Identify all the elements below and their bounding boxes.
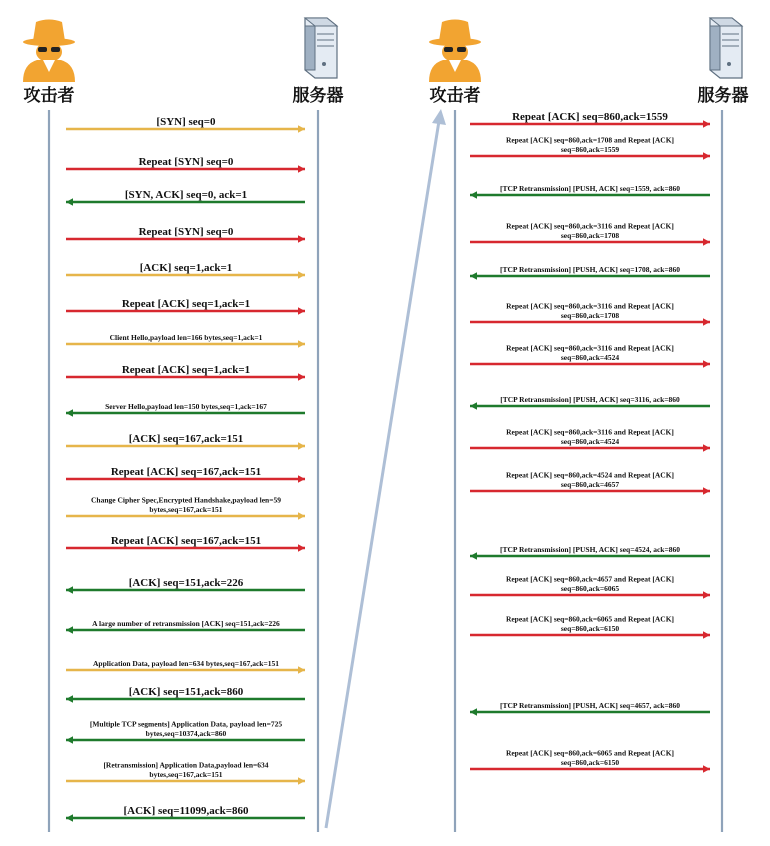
arrow-head	[298, 307, 305, 315]
left-server-actor	[293, 18, 344, 106]
message	[66, 577, 305, 594]
message-label: seq=860,ack=1708	[560, 311, 620, 320]
message	[470, 111, 710, 128]
message-label: Repeat [ACK] seq=860,ack=3116 and Repeat [ACK]	[506, 427, 674, 437]
message-label: [TCP Retransmission] [PUSH, ACK] seq=4524, ack=860	[499, 545, 681, 554]
arrow-head	[298, 666, 305, 674]
message	[66, 364, 305, 381]
message	[66, 402, 305, 417]
arrow-head	[703, 765, 710, 773]
arrow-head	[66, 736, 73, 744]
message	[470, 184, 710, 199]
message-label: Repeat [ACK] seq=860,ack=3116 and Repeat [ACK]	[506, 221, 674, 231]
message-label: [ACK] seq=167,ack=151	[128, 433, 244, 445]
message-label: [TCP Retransmission] [PUSH, ACK] seq=1559, ack=860	[499, 184, 681, 193]
message	[470, 615, 710, 639]
message-label: bytes,seq=167,ack=151	[149, 770, 223, 779]
attacker-label: 攻击者	[23, 86, 75, 106]
message-label: seq=860,ack=4524	[560, 437, 620, 446]
continuation-connector	[326, 109, 446, 828]
message-label: Repeat [ACK] seq=860,ack=4524 and Repeat [ACK]	[505, 470, 675, 480]
server-label: 服务器	[292, 86, 344, 106]
message	[470, 302, 710, 326]
message	[470, 471, 710, 495]
message-label: [ACK] seq=151,ack=226	[128, 577, 244, 589]
message-label: Application Data, payload len=634 bytes,seq=167,ack=151	[93, 659, 279, 668]
arrow-head	[470, 708, 477, 716]
arrow-head	[298, 512, 305, 520]
message-label: Repeat [ACK] seq=860,ack=6065 and Repeat [ACK]	[505, 748, 675, 758]
arrow-head	[298, 125, 305, 133]
arrow-head	[703, 318, 710, 326]
message-label: [TCP Retransmission] [PUSH, ACK] seq=4657, ack=860	[499, 701, 681, 710]
message-label: bytes,seq=10374,ack=860	[145, 729, 227, 738]
server-label: 服务器	[697, 86, 749, 106]
message	[470, 265, 710, 280]
left-message-list	[66, 116, 305, 822]
message	[66, 686, 305, 703]
arrow-head	[66, 814, 73, 822]
arrow-head	[66, 586, 73, 594]
message-label: Repeat [ACK] seq=860,ack=3116 and Repeat [ACK]	[506, 343, 674, 353]
message-label: [TCP Retransmission] [PUSH, ACK] seq=3116, ack=860	[500, 395, 680, 404]
message-label: [ACK] seq=11099,ack=860	[123, 805, 249, 817]
message-label: [ACK] seq=1,ack=1	[139, 262, 233, 274]
message-label: bytes,seq=167,ack=151	[149, 505, 223, 514]
message-label: Change Cipher Spec,Encrypted Handshake,payload len=59	[90, 495, 282, 505]
message-label: seq=860,ack=4524	[560, 353, 620, 362]
arrow-head	[298, 442, 305, 450]
message-label: [Retransmission] Application Data,payload len=634	[103, 760, 269, 770]
message-label: seq=860,ack=4657	[560, 480, 620, 489]
message	[66, 535, 305, 552]
arrow-head	[703, 444, 710, 452]
arrow-head	[703, 360, 710, 368]
arrow-head	[703, 487, 710, 495]
server-icon	[305, 18, 337, 78]
message-label: [SYN, ACK] seq=0, ack=1	[124, 189, 248, 201]
message	[470, 395, 710, 410]
left-attacker-actor	[23, 20, 75, 107]
arrow-head	[703, 631, 710, 639]
arrow-head	[298, 340, 305, 348]
arrow-head	[703, 152, 710, 160]
message-label: Repeat [ACK] seq=860,ack=4657 and Repeat [ACK]	[505, 574, 675, 584]
arrow-head	[298, 235, 305, 243]
message-label: A large number of retransmission [ACK] seq=151,ack=226	[92, 619, 280, 628]
message	[470, 575, 710, 599]
arrow-head	[470, 552, 477, 560]
right-message-list	[470, 111, 710, 773]
message	[470, 701, 710, 716]
message	[66, 619, 305, 634]
message	[470, 222, 710, 246]
message-label: seq=860,ack=6150	[560, 624, 620, 633]
arrow-head	[703, 120, 710, 128]
arrow-head	[66, 409, 73, 417]
message	[66, 496, 305, 520]
server-icon	[710, 18, 742, 78]
message	[66, 226, 305, 243]
message	[470, 545, 710, 560]
message	[470, 344, 710, 368]
message-label: Repeat [ACK] seq=167,ack=151	[110, 466, 262, 478]
message-label: Repeat [ACK] seq=1,ack=1	[121, 364, 251, 376]
message	[66, 156, 305, 173]
arrow-head	[298, 544, 305, 552]
message-label: seq=860,ack=1708	[560, 231, 620, 240]
message	[470, 136, 710, 160]
arrow-head	[298, 373, 305, 381]
arrow-head	[66, 198, 73, 206]
message-label: Server Hello,payload len=150 bytes,seq=1,ack=167	[105, 402, 267, 411]
message	[66, 466, 305, 483]
message	[66, 262, 305, 279]
message	[66, 659, 305, 674]
message	[66, 116, 305, 133]
message	[66, 805, 305, 822]
arrow-head	[66, 695, 73, 703]
message	[470, 749, 710, 773]
message-label: [Multiple TCP segments] Application Data, payload len=725	[89, 719, 283, 729]
arrow-head	[470, 191, 477, 199]
message-label: Repeat [ACK] seq=860,ack=1559	[512, 111, 668, 123]
message-label: Repeat [ACK] seq=860,ack=1708 and Repeat [ACK]	[505, 135, 675, 145]
message-label: seq=860,ack=1559	[560, 145, 620, 154]
attacker-label: 攻击者	[429, 86, 481, 106]
arrow-head	[703, 591, 710, 599]
right-attacker-actor	[429, 20, 481, 107]
arrow-head	[298, 475, 305, 483]
message-label: [ACK] seq=151,ack=860	[128, 686, 244, 698]
arrow-head	[298, 271, 305, 279]
message-label: Repeat [ACK] seq=1,ack=1	[121, 298, 251, 310]
message-label: [TCP Retransmission] [PUSH, ACK] seq=1708, ack=860	[499, 265, 681, 274]
message	[66, 433, 305, 450]
arrow-head	[66, 626, 73, 634]
right-server-actor	[698, 18, 749, 106]
message-label: Repeat [SYN] seq=0	[138, 226, 234, 238]
hacker-icon	[23, 20, 75, 83]
message-label: Client Hello,payload len=166 bytes,seq=1,ack=1	[109, 333, 263, 342]
message	[66, 761, 305, 785]
message-label: Repeat [ACK] seq=167,ack=151	[110, 535, 262, 547]
message-label: seq=860,ack=6150	[560, 758, 620, 767]
message	[66, 720, 305, 744]
message	[66, 298, 305, 315]
message-label: Repeat [SYN] seq=0	[138, 156, 234, 168]
arrow-head	[470, 272, 477, 280]
message-label: Repeat [ACK] seq=860,ack=3116 and Repeat [ACK]	[506, 301, 674, 311]
message-label: Repeat [ACK] seq=860,ack=6065 and Repeat [ACK]	[505, 614, 675, 624]
message	[66, 189, 305, 206]
message-label: seq=860,ack=6065	[560, 584, 620, 593]
message	[470, 428, 710, 452]
hacker-icon	[429, 20, 481, 83]
arrow-head	[703, 238, 710, 246]
message-label: [SYN] seq=0	[156, 116, 216, 128]
arrow-head	[298, 165, 305, 173]
arrow-head	[298, 777, 305, 785]
message	[66, 333, 305, 348]
arrow-head	[470, 402, 477, 410]
